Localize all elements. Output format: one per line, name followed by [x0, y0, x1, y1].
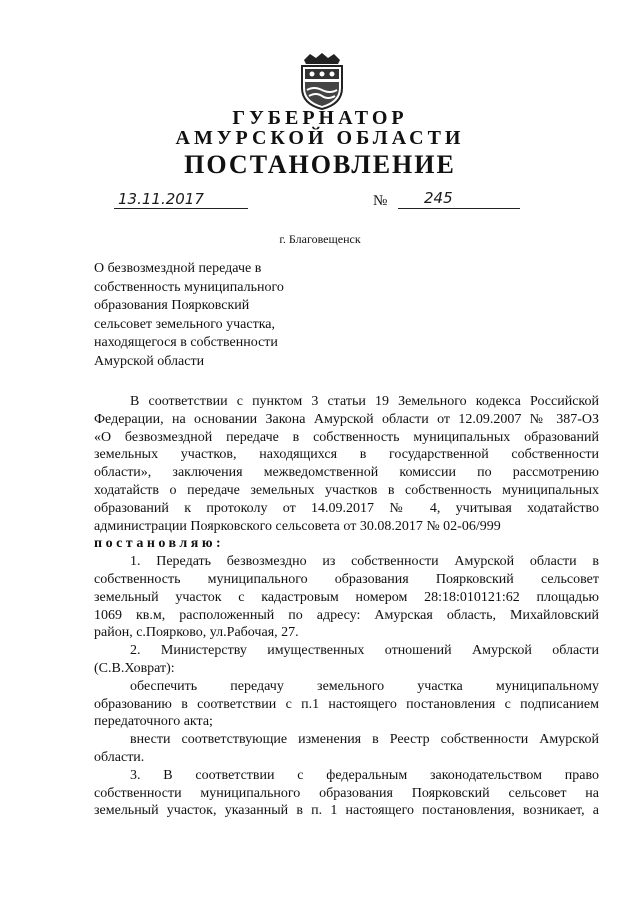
body-line: (С.В.Ховрат):: [94, 660, 175, 676]
body-line: 1069 кв.м, расположенный по адресу: Амурская область, Михайловский: [94, 607, 599, 623]
subject-line: сельсовет земельного участка,: [94, 316, 276, 332]
body-line: 3. В соответствии с федеральным законодательством право: [130, 767, 599, 783]
body-line: администрации Поярковского сельсовета от 30.08.2017 № 02-06/999: [94, 518, 501, 534]
body-line: 1. Передать безвозмездно из собственности Амурской области в: [130, 554, 599, 570]
document-type-title: ПОСТАНОВЛЕНИЕ: [184, 150, 456, 179]
issuer-title: ГУБЕРНАТОР: [232, 107, 408, 129]
body-line: собственность муниципального образования Поярковский сельсовет: [94, 571, 599, 587]
subject-line: Амурской области: [94, 353, 205, 369]
document-subject: [94, 260, 324, 372]
body-line: образований к протоколу от 14.09.2017 № 4, учитывая ходатайство: [94, 500, 599, 516]
subject-line: находящегося в собственности: [94, 335, 278, 351]
number-underline: [398, 208, 520, 209]
body-line: 2. Министерству имущественных отношений Амурской области: [130, 643, 599, 659]
body-line: земельный участок с кадастровым номером 28:18:010121:62 площадью: [94, 589, 599, 605]
body-line: В соответствии с пунктом 3 статьи 19 Земельного кодекса Российской: [130, 394, 599, 409]
body-line: образованию в соответствии с п.1 настоящего постановления с подписанием: [94, 696, 599, 712]
body-line: области.: [94, 749, 145, 765]
body-line: передаточного акта;: [94, 714, 213, 730]
subject-line: собственность муниципального: [94, 279, 284, 295]
coat-of-arms-icon: [298, 52, 346, 110]
body-line: внести соответствующие изменения в Реестр собственности Амурской: [130, 732, 599, 748]
document-date: 13.11.2017: [118, 190, 204, 208]
body-line: области», заключения межведомственной комиссии по рассмотрению: [94, 465, 599, 481]
city-name: г. Благовещенск: [279, 232, 361, 246]
decree-word: постановляю:: [94, 536, 225, 552]
body-line: район, с.Поярково, ул.Рабочая, 27.: [94, 625, 299, 641]
subject-line: образования Поярковский: [94, 298, 250, 314]
subject-line: О безвозмездной передаче в: [94, 261, 262, 276]
body-line: ходатайств о передаче земельных участков в собственность муниципальных: [94, 482, 599, 498]
body-line: «О безвозмездной передаче в собственность муниципальных образований: [94, 429, 599, 445]
document-body: [94, 393, 599, 820]
body-line: Федерации, на основании Закона Амурской области от 12.09.2007 № 387-ОЗ: [94, 411, 599, 427]
date-underline: [114, 208, 248, 209]
body-line: обеспечить передачу земельного участка муниципальному: [130, 678, 599, 694]
number-sign: №: [373, 193, 388, 209]
document-number: 245: [424, 189, 453, 207]
body-line: земельный участок, указанный в п. 1 настоящего постановления, возникает, а: [94, 803, 599, 819]
body-line: собственности муниципального образования Поярковский сельсовет на: [94, 785, 599, 801]
region-title: АМУРСКОЙ ОБЛАСТИ: [175, 127, 465, 149]
body-line: земельных участков, находящихся в государственной собственности: [94, 447, 599, 463]
